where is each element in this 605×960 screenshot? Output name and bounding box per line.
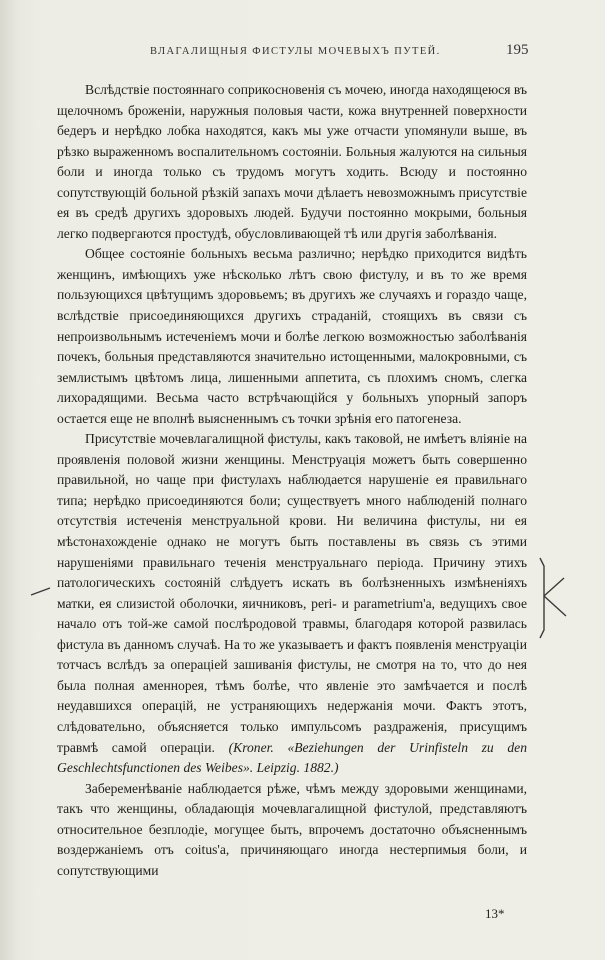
paragraph-3-text: Присутствіе мочевлагалищной фистулы, какъ таковой, не имѣетъ вліяніе на проявленія половой жизни женщины. Менструація можетъ быть совершенно правильной, но чаще при фистулахъ наблюдается нарушеніе ея правильнаго типа; нерѣдко присоединяются боли; существуетъ много наблюденій полнаго отсутствія истеченія менструальной крови. Ни величина фистулы, ни ея мѣстонахожденіе однако не могутъ быть поставлены въ связь съ этими нарушеніями правильнаго теченія менструальнаго періода. Причину этихъ патологическихъ состояній слѣдуетъ искать въ болѣзненныхъ измѣненіяхъ матки, ея слизистой оболочки, яичниковъ, peri- и parametrium'а, ведущихъ свое начало отъ той-же самой послѣродовой травмы, благодаря которой развилась фистула въ данномъ случаѣ. На то же указываетъ и фактъ появленія менструаціи тотчасъ вслѣдъ за операціей зашиванія фистулы, не смотря на то, что до нея была полная аменнорея, тѣмъ болѣе, что явленіе это замѣчается и послѣ неудавшихся операцій, не устраняющихъ недержанія мочи. Фактъ этотъ, слѣдовательно, объясняется только импульсомъ раздраженія, присущимъ травмѣ самой операціи. bbox=[57, 431, 527, 755]
paragraph-2: Общее состояніе больныхъ весьма различно; нерѣдко приходится видѣть женщинъ, имѣющихъ уже нѣсколько лѣтъ свою фистулу, и въ то же время пользующихся цвѣтущимъ здоровьемъ; въ другихъ же случаяхъ и гораздо чаще, вслѣдствіе присоединяющихся другихъ страданій, стоящихъ въ связи съ непроизвольнымъ истеченіемъ мочи и болѣе легкою возможностью заболѣванія почекъ, больныя представляются значительно истощенными, малокровными, съ землистымъ цвѣтомъ лица, лишенными аппетита, съ плохимъ сномъ, слегка лихорадящими. Весьма часто встрѣчающійся у больныхъ упорный запоръ остается еще не вполнѣ выясненнымъ съ точки зрѣнія его патогенеза. bbox=[57, 246, 527, 426]
running-title: ВЛАГАЛИЩНЫЯ ФИСТУЛЫ МОЧЕВЫХЪ ПУТЕЙ. bbox=[150, 46, 441, 57]
paragraph-1: Вслѣдствіе постояннаго соприкосновенія съ мочею, иногда находящеюся въ щелочномъ броженіи, наружныя половыя части, кожа внутренней поверхности бедеръ и нерѣдко лобка находятся, какъ мы уже отчасти упомянули выше, въ рѣзко выраженномъ воспалительномъ состояніи. Больныя жалуются на сильныя боли и иногда только съ трудомъ могутъ ходить. Всюду и постоянно сопутствующій больной рѣзкій запахъ мочи дѣлаетъ невозможнымъ присутствіе ея въ средѣ другихъ здоровыхъ людей. Будучи постоянно мокрыми, больныя легко подвергаются простудѣ, обусловливающей тѣ или другія заболѣванія. bbox=[57, 82, 527, 241]
page-number: 195 bbox=[506, 42, 529, 58]
signature-mark: 13* bbox=[485, 906, 505, 921]
citation: (Kroner. «Beziehungen der Urinfisteln zu den Geschlechtsfunctionen des Weibes». Leipzig. 1882.) bbox=[57, 739, 527, 776]
body-text bbox=[57, 80, 527, 881]
margin-dash-mark bbox=[30, 585, 52, 597]
paragraph-4: Забеременѣваніе наблюдается рѣже, чѣмъ между здоровыми женщинами, такъ что женщины, обладающія мочевлагалищной фистулой, представляютъ относительное безплодіе, могущее быть, впрочемъ достаточно объясненнымъ воздержаніемъ отъ coitus'а, причиняющаго иногда нестерпимыя боли, и сопутствующими bbox=[57, 780, 527, 878]
margin-bracket-mark bbox=[538, 556, 578, 640]
paragraph-3 bbox=[57, 429, 527, 778]
